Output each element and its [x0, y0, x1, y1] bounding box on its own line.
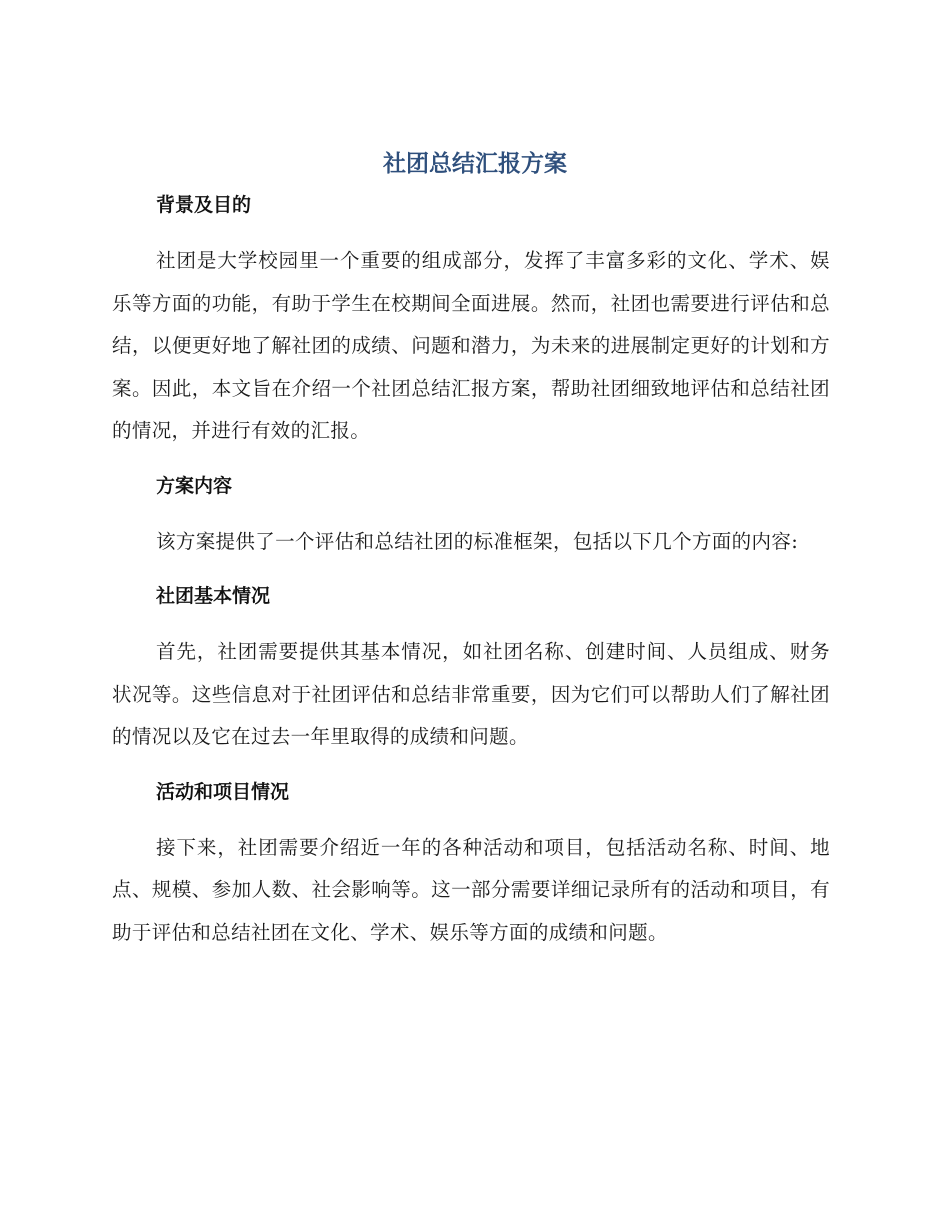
section-heading-basic-info: 社团基本情况 [156, 585, 271, 607]
section-paragraph-background: 社团是大学校园里一个重要的组成部分，发挥了丰富多彩的文化、学术、娱乐等方面的功能，有助于学生在校期间全面进展。然而，社团也需要进行评估和总结，以便更好地了解社团的成绩、问题和潜力，为未来的进展制定更好的计划和方案。因此，本文旨在介绍一个社团总结汇报方案，帮助社团细致地评估和总结社团的情况，并进行有效的汇报。 [112, 249, 830, 442]
section-paragraph-activities: 接下来，社团需要介绍近一年的各种活动和项目，包括活动名称、时间、地点、规模、参加人数、社会影响等。这一部分需要详细记录所有的活动和项目，有助于评估和总结社团在文化、学术、娱乐等方面的成绩和问题。 [112, 835, 830, 944]
section-heading-content: 方案内容 [156, 474, 233, 497]
section-heading-background: 背景及目的 [156, 194, 252, 216]
section-heading-activities: 活动和项目情况 [156, 780, 290, 803]
section-paragraph-basic-info: 首先，社团需要提供其基本情况，如社团名称、创建时间、人员组成、财务状况等。这些信息对于社团评估和总结非常重要，因为它们可以帮助人们了解社团的情况以及它在过去一年里取得的成绩和问题。 [112, 640, 830, 748]
document-body [112, 188, 830, 954]
page-title: 社团总结汇报方案 [383, 151, 567, 177]
section-paragraph-content: 该方案提供了一个评估和总结社团的标准框架，包括以下几个方面的内容: [156, 529, 799, 553]
